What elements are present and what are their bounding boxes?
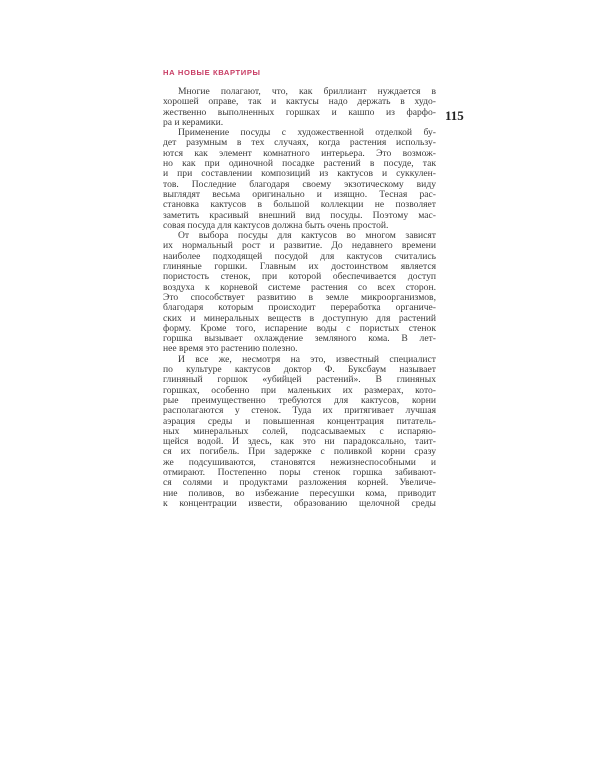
text-line: располагаются у стенок. Туда их притягивает лучшая (163, 405, 436, 417)
text-line: Это способствует развитию в земле микроорганизмов, (163, 291, 436, 303)
text-line: отмирают. Постепенно поры стенок горшка забивают- (163, 466, 436, 478)
text-line: становка кактусов в большой коллекции не позволяет (163, 199, 436, 211)
text-line: благодаря которым происходит переработка органиче- (163, 302, 436, 314)
text-line: по культуре кактусов доктор Ф. Буксбаум называет (163, 364, 436, 376)
page-number: 115 (445, 108, 464, 123)
text-line: заметить красивый внешний вид посуды. Поэтому мас- (163, 209, 436, 221)
text-line: ся их погибель. При задержке с поливкой корни сразу (163, 446, 436, 458)
text-line: совая посуда для кактусов должна быть очень простой. (163, 219, 389, 231)
text-line: щейся водой. И здесь, как это ни парадоксально, таит- (163, 436, 436, 448)
text-line: рые преимущественно требуются для кактусов, корни (163, 394, 436, 406)
paragraph (163, 128, 436, 231)
text-line: аэрация среды и повышенная концентрация питатель- (163, 415, 436, 427)
paragraph (163, 355, 436, 509)
text-line: Многие полагают, что, как бриллиант нуждается в (178, 86, 436, 97)
text-line: наиболее подходящей посудой для кактусов считались (163, 250, 436, 262)
text-line: дет разумным в тех случаях, когда растения использу- (163, 137, 436, 149)
text-line: их нормальный рост и развитие. До недавнего времени (163, 240, 436, 252)
text-line: ние поливов, во избежание пересушки кома, приводит (163, 487, 436, 499)
running-header: НА НОВЫЕ КВАРТИРЫ (163, 68, 261, 77)
text-line: выглядят весьма оригинально и изящно. Тесная рас- (163, 188, 436, 200)
text-line: От выбора посуды для кактусов во многом зависят (178, 230, 436, 242)
body-text (163, 87, 436, 509)
text-line: ются как элемент комнатного интерьера. Это возмож- (163, 147, 436, 159)
text-line: воздуха к корневой системе растения со всех сторон. (163, 281, 436, 293)
text-line: хорошей оправе, так и кактусы надо держать в худо- (163, 96, 436, 108)
text-line: но как при одиночной посадке растений в посуде, так (163, 158, 436, 170)
text-line: ра и керамики. (163, 116, 224, 128)
text-line: к концентрации извести, образованию щелочной среды (163, 497, 436, 509)
text-line: жественно выполненных горшках и кашпо из фарфо- (163, 106, 436, 118)
text-line: горшках, особенно при маленьких их размерах, кото- (163, 384, 436, 396)
text-line: ских и минеральных веществ в доступную для растений (163, 312, 436, 324)
text-line: глиняные горшки. Главным их достоинством является (163, 261, 436, 273)
paragraph (163, 231, 436, 355)
text-line: ных минеральных солей, подсасываемых с испаряю- (163, 425, 436, 437)
paragraph (163, 87, 436, 128)
text-line: И все же, несмотря на это, известный специалист (178, 353, 436, 365)
text-line: тов. Последние благодаря своему экзотическому виду (163, 178, 436, 190)
text-line: глиняный горшок «убийцей растений». В глиняных (163, 374, 436, 386)
text-line: же подсушиваются, становятся нежизнеспособными и (163, 456, 436, 468)
text-line: форму. Кроме того, испарение воды с пористых стенок (163, 322, 436, 334)
text-line: пористость стенок, при которой обеспечивается доступ (163, 271, 436, 283)
text-line: нее время это растению полезно. (163, 343, 298, 355)
text-line: Применение посуды с художественной отделкой бу- (178, 127, 436, 139)
text-line: ся солями и продуктами разложения корней. Увеличе- (163, 477, 436, 489)
text-line: горшка вызывает охлаждение земляного кома. В лет- (163, 333, 436, 345)
text-line: и при составлении композиций из кактусов и суккулен- (163, 168, 436, 180)
